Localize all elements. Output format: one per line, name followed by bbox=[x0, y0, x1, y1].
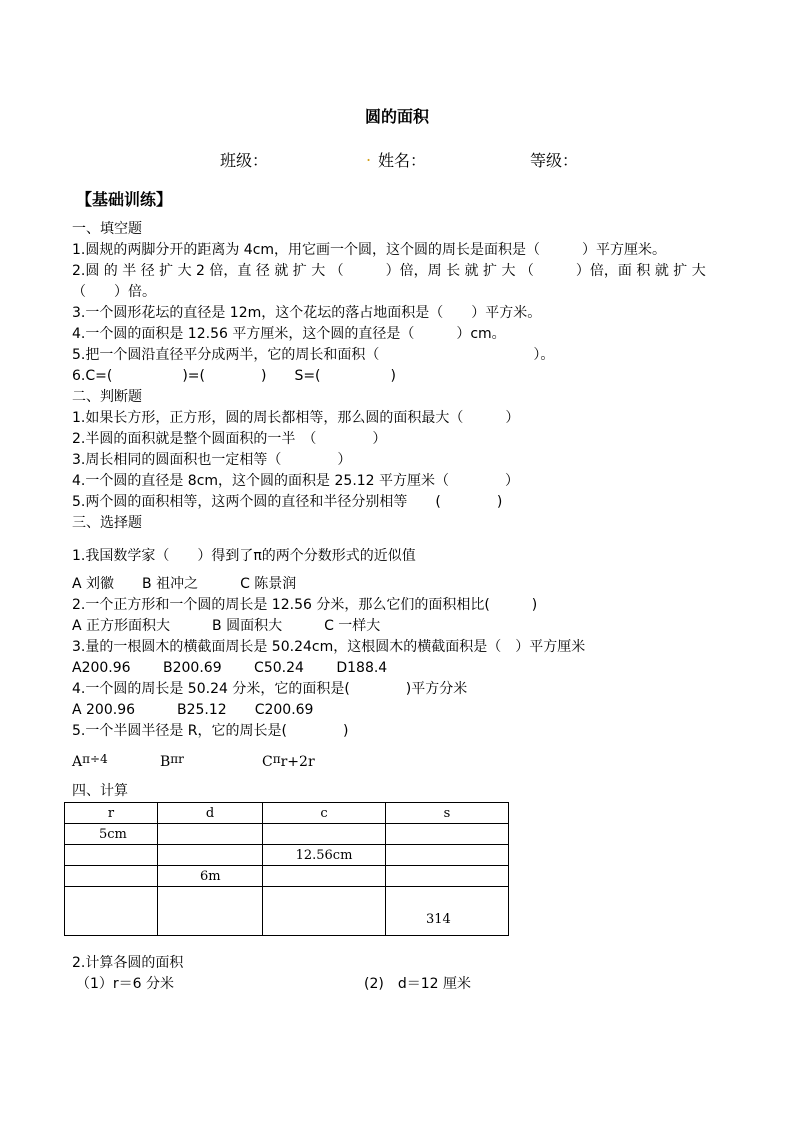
section-basic-training: 【基础训练】 bbox=[76, 190, 173, 209]
judge-item-5: 5.两个圆的面积相等，这两个圆的直径和半径分别相等 ( ) bbox=[72, 494, 503, 510]
calc-table bbox=[64, 802, 509, 936]
judge-item-2: 2.半圆的面积就是整个圆面积的一半 （ ） bbox=[72, 431, 387, 447]
choice-item-3: 3.量的一根圆木的横截面周长是 50.24cm，这根圆木的横截面积是（ ）平方厘米 bbox=[72, 639, 586, 655]
table-cell bbox=[263, 887, 386, 936]
table-header-c: c bbox=[263, 803, 386, 824]
table-cell bbox=[65, 887, 158, 936]
table-header-row bbox=[65, 803, 509, 824]
choice-item-5: 5.一个半圆半径是 R，它的周长是( ) bbox=[72, 723, 349, 739]
class-label: 班级： bbox=[220, 151, 269, 170]
q5-option-b-letter: B bbox=[160, 754, 171, 770]
choice-item-1: 1.我国数学家（ ）得到了π的两个分数形式的近似值 bbox=[72, 548, 416, 564]
fill-item-4: 4.一个圆的面积是 12.56 平方厘米，这个圆的直径是（ ）cm。 bbox=[72, 326, 506, 342]
table-cell bbox=[65, 845, 158, 866]
table-cell bbox=[386, 866, 509, 887]
fill-item-3: 3.一个圆形花坛的直径是 12m，这个花坛的落占地面积是（ ）平方米。 bbox=[72, 305, 542, 321]
grade-label: 等级： bbox=[530, 151, 579, 170]
judge-item-1: 1.如果长方形，正方形，圆的周长都相等，那么圆的面积最大（ ） bbox=[72, 410, 520, 426]
part1-heading: 一、填空题 bbox=[72, 221, 142, 237]
q5-option-a-letter: A bbox=[72, 754, 83, 770]
table-cell bbox=[158, 845, 263, 866]
fill-item-2-cont: （ ）倍。 bbox=[72, 284, 156, 300]
table-cell: 5cm bbox=[65, 824, 158, 845]
part3-heading: 三、选择题 bbox=[72, 515, 142, 531]
table-header-s: s bbox=[386, 803, 509, 824]
calc-q2-a: （1）r＝6 分米 bbox=[76, 976, 175, 992]
choice-item-2: 2.一个正方形和一个圆的周长是 12.56 分米，那么它们的面积相比( ) bbox=[72, 597, 538, 613]
table-cell bbox=[158, 887, 263, 936]
q5-option-a-expr: π÷4 bbox=[82, 752, 108, 766]
table-cell bbox=[263, 866, 386, 887]
page-title: 圆的面积 bbox=[364, 107, 429, 126]
table-header-r: r bbox=[65, 803, 158, 824]
table-cell bbox=[65, 866, 158, 887]
q5-option-c-expr: π bbox=[272, 752, 281, 766]
q5-option-c-tail: r+2r bbox=[280, 754, 315, 770]
table-cell: 314 bbox=[386, 887, 509, 936]
judge-item-3: 3.周长相同的圆面积也一定相等（ ） bbox=[72, 452, 352, 468]
table-cell bbox=[386, 845, 509, 866]
fill-item-2: 2.圆 的 半 径 扩 大 2 倍，直 径 就 扩 大 （ ）倍，周 长 就 扩 大 （ ）倍，面 积 就 扩 大 bbox=[72, 263, 706, 279]
table-row bbox=[65, 866, 509, 887]
name-label: 姓名： bbox=[378, 151, 427, 170]
q5-option-a bbox=[72, 752, 108, 770]
fill-item-5: 5.把一个圆沿直径平分成两半，它的周长和面积（ ）。 bbox=[72, 347, 555, 363]
table-row bbox=[65, 824, 509, 845]
fill-item-1: 1.圆规的两脚分开的距离为 4cm，用它画一个圆，这个圆的周长是面积是（ ）平方厘米。 bbox=[72, 242, 667, 258]
choice-item-2-options: A 正方形面积大 B 圆面积大 C 一样大 bbox=[72, 618, 381, 634]
table-row bbox=[65, 887, 509, 936]
judge-item-4: 4.一个圆的直径是 8cm，这个圆的面积是 25.12 平方厘米（ ） bbox=[72, 473, 520, 489]
part4-heading: 四、计算 bbox=[72, 783, 128, 799]
table-row bbox=[65, 845, 509, 866]
fill-item-6: 6.C=( )=( ) S=( ) bbox=[72, 368, 396, 384]
calc-q2-b: (2) d＝12 厘米 bbox=[364, 976, 471, 992]
choice-item-4-options: A 200.96 B25.12 C200.69 bbox=[72, 702, 314, 718]
table-cell bbox=[158, 824, 263, 845]
calc-q2-heading: 2.计算各圆的面积 bbox=[72, 955, 184, 971]
q5-option-c bbox=[262, 752, 315, 770]
q5-option-b bbox=[160, 752, 184, 770]
table-header-d: d bbox=[158, 803, 263, 824]
table-cell bbox=[386, 824, 509, 845]
q5-option-c-letter: C bbox=[262, 754, 273, 770]
table-cell: 12.56cm bbox=[263, 845, 386, 866]
decorative-dot: . bbox=[366, 146, 372, 165]
choice-item-1-options: A 刘徽 B 祖冲之 C 陈景润 bbox=[72, 576, 297, 592]
table-cell: 6m bbox=[158, 866, 263, 887]
choice-item-3-options: A200.96 B200.69 C50.24 D188.4 bbox=[72, 660, 388, 676]
q5-option-b-expr: πr bbox=[170, 752, 184, 766]
choice-item-4: 4.一个圆的周长是 50.24 分米，它的面积是( )平方分米 bbox=[72, 681, 468, 697]
part2-heading: 二、判断题 bbox=[72, 389, 142, 405]
table-cell bbox=[263, 824, 386, 845]
